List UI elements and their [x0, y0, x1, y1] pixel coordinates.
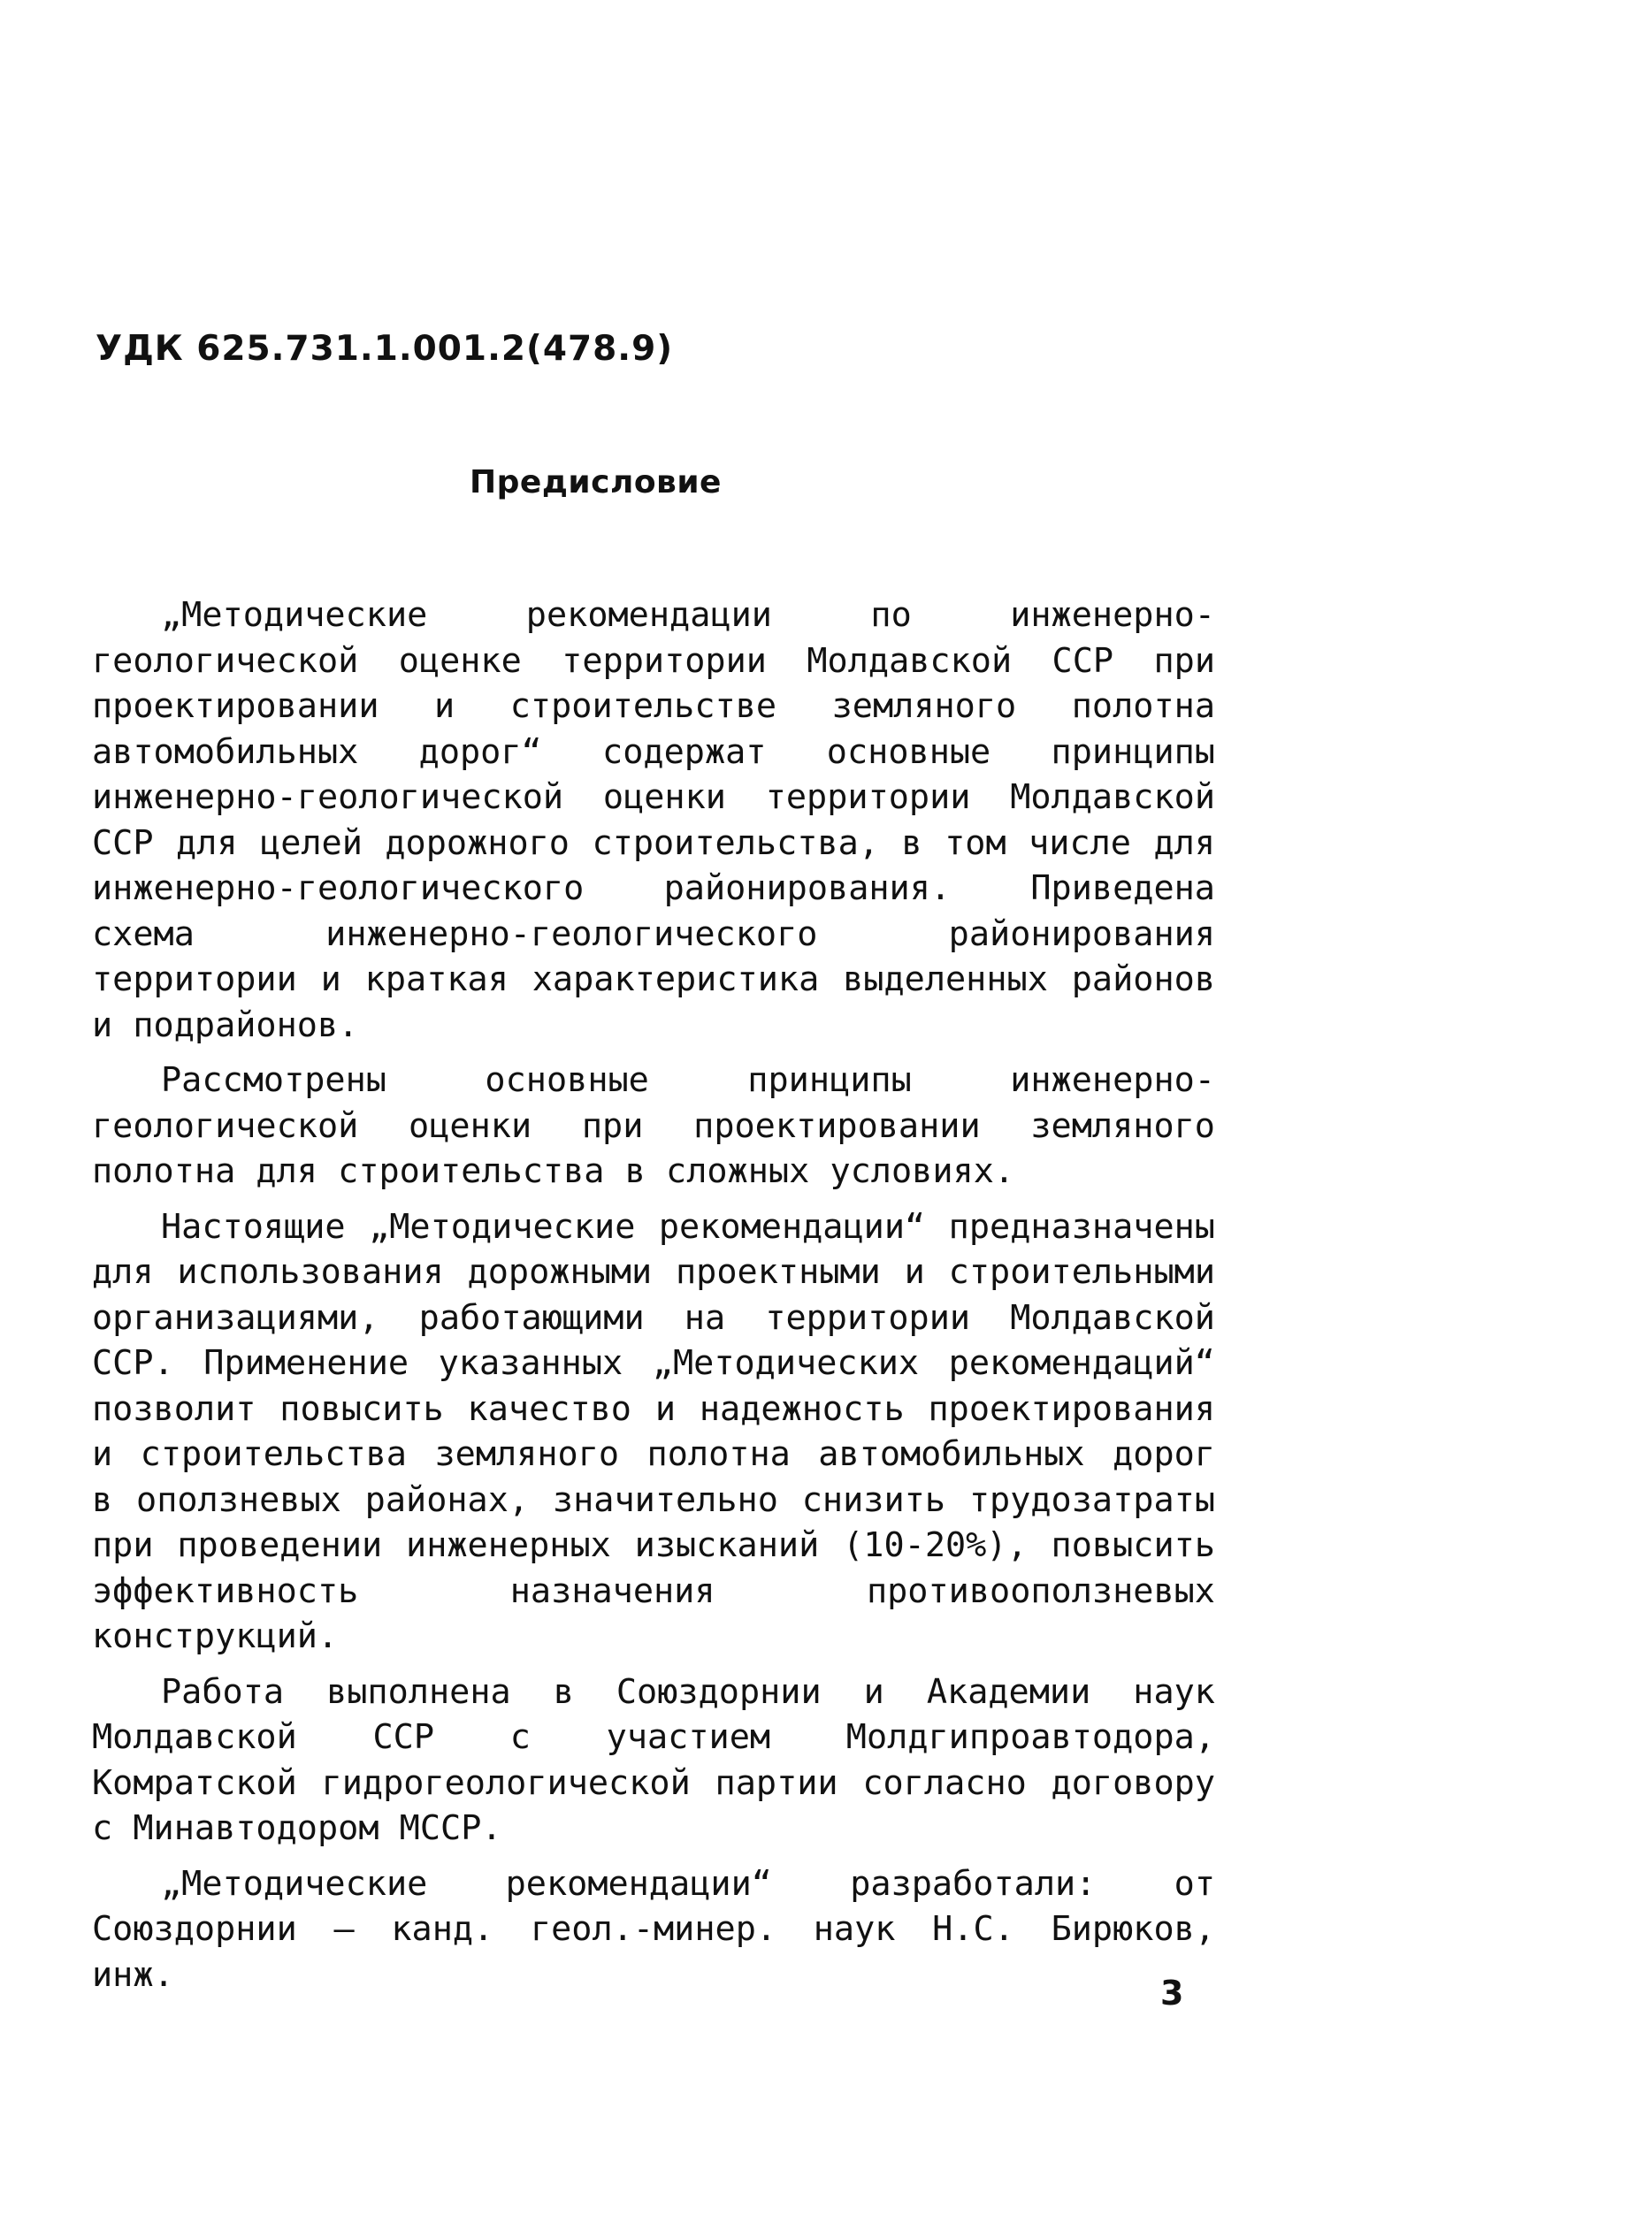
paragraph-organizations: Работа выполнена в Союздорнии и Академии наук Молдавской ССР с участием Молдгипроавтодора, Комратской гидрогеологической партии согласно договору с Минавтодором МССР.: [92, 1671, 1215, 1848]
paragraph-intro: „Методические рекомендации по инженерно-геологической оценке территории Молдавской ССР при проектировании и строительстве земляного полотна автомобильных дорог“ содержат основные принципы инженерно-геологической оценки территории Молдавской ССР для целей дорожного строительства, в том числе для инженерно-геологического районирования. Приведена схема инженерно-геологического районирования территории и краткая характеристика выделенных районов и подрайонов.: [92, 595, 1215, 1045]
paragraph-purpose: Настоящие „Методические рекомендации“ предназначены для использования дорожными проектными и строительными организациями, работающими на территории Молдавской ССР. Применение указанных „Методических рекомендаций“ позволит повысить качество и надежность проектирования и строительства земляного полотна автомобильных дорог в оползневых районах, значительно снизить трудозатраты при проведении инженерных изысканий (10-20%), повысить эффективность назначения противооползневых конструкций.: [92, 1206, 1215, 1656]
body-text: [92, 592, 1215, 1998]
udk-code: УДК 625.731.1.001.2(478.9): [96, 329, 674, 369]
paragraph-authors: „Методические рекомендации“ разработали: от Союздорнии – канд. геол.-минер. наук Н.С. Бирюков, инж.: [92, 1863, 1215, 1995]
page-number: 3: [1160, 1974, 1184, 2013]
paragraph-principles: Рассмотрены основные принципы инженерно-геологической оценки при проектировании земляного полотна для строительства в сложных условиях.: [92, 1060, 1215, 1191]
page-title: Предисловие: [470, 464, 722, 500]
